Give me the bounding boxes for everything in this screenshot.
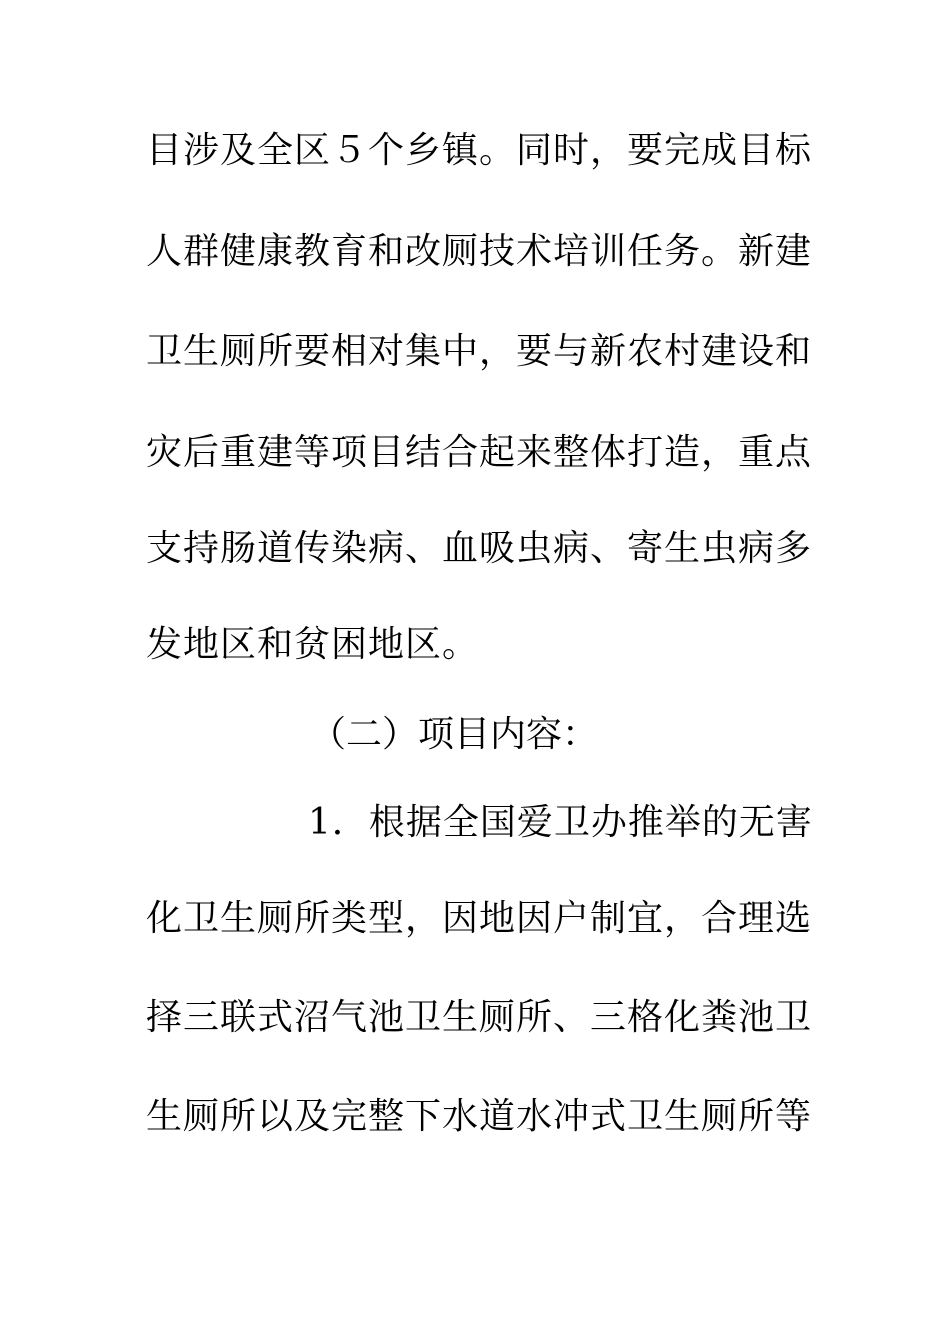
body-text-line: 支持肠道传染病、血吸虫病、寄生虫病多 [146, 528, 813, 569]
body-text-line: 生厕所以及完整下水道水冲式卫生厕所等 [146, 1096, 813, 1137]
body-text-line: 择三联式沼气池卫生厕所、三格化粪池卫 [146, 997, 813, 1038]
body-text-line: 灾后重建等项目结合起来整体打造，重点 [146, 432, 813, 473]
body-text-line: 卫生厕所要相对集中，要与新农村建设和 [146, 331, 813, 372]
body-text-line: 人群健康教育和改厕技术培训任务。新建 [146, 231, 813, 272]
body-text-line: 目涉及全区５个乡镇。同时，要完成目标 [146, 130, 813, 171]
list-item-first-line: 1．根据全国爱卫办推举的无害 [308, 802, 813, 843]
body-text-line: 发地区和贫困地区。 [146, 624, 480, 665]
body-text-line: 化卫生厕所类型，因地因户制宜，合理选 [146, 898, 813, 939]
section-heading: （二）项目内容： [310, 714, 599, 755]
